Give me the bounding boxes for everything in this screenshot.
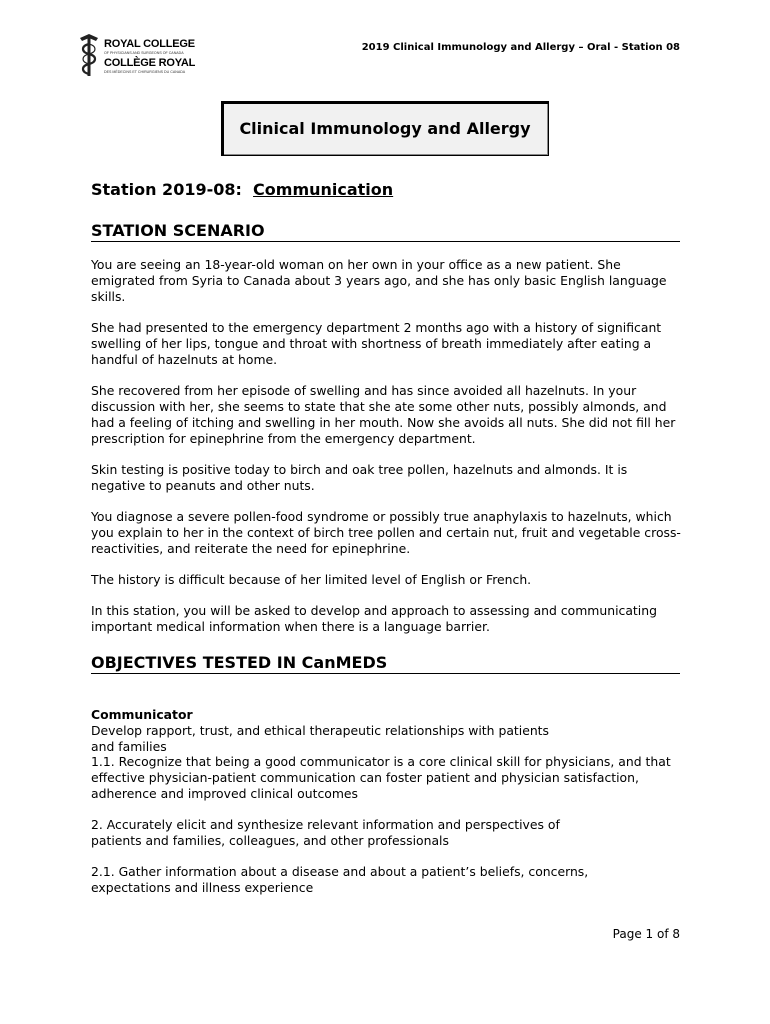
scenario-paragraph-1: You are seeing an 18-year-old woman on her own in your office as a new patient. She emigrated from Syria to Canada about 3 years ago, and she has only basic English language skills. [91,257,667,304]
caduceus-icon [78,32,100,78]
running-header: 2019 Clinical Immunology and Allergy – Oral - Station 08 [361,42,680,53]
document-title-box: Clinical Immunology and Allergy [221,101,549,156]
scenario-paragraph-6: The history is difficult because of her limited level of English or French. [91,572,532,587]
logo-subline-fr: DES MÉDECINS ET CHIRURGIENS DU CANADA [104,70,186,74]
station-prefix: Station 2019-08: [91,180,242,199]
scenario-paragraph-2: She had presented to the emergency department 2 months ago with a history of significant swelling of her lips, tongue and throat with shortness of breath immediately after eating a handful of hazelnuts at home. [91,320,662,367]
objective-item-2-1: 2.1. Gather information about a disease and about a patient’s beliefs, concerns, expectations and illness experience [91,864,589,895]
logo-line-fr: COLLÈGE ROYAL [104,57,196,69]
objective-item-2: 2. Accurately elicit and synthesize relevant information and perspectives of patients and families, colleagues, and other professionals [91,817,560,848]
scenario-paragraph-7: In this station, you will be asked to develop and approach to assessing and communicating important medical information when there is a language barrier. [91,603,657,634]
objective-item-1-1: 1.1. Recognize that being a good communicator is a core clinical skill for physicians, and that effective physician-patient communication can foster patient and physician satisfaction, adherence and improved clinical outcomes [91,754,671,801]
role-description: Develop rapport, trust, and ethical therapeutic relationships with patients and families [91,723,549,754]
role-title: Communicator [91,707,193,722]
page-number: Page 1 of 8 [612,927,680,941]
logo-line-en: ROYAL COLLEGE [104,38,195,50]
station-name: Communication [253,180,394,199]
scenario-heading: STATION SCENARIO [91,222,680,242]
objective-role [91,707,571,755]
logo-subline-en: OF PHYSICIANS AND SURGEONS OF CANADA [104,51,184,55]
station-heading [91,180,393,199]
royal-college-logo [78,32,208,78]
objectives-heading: OBJECTIVES TESTED IN CanMEDS [91,654,680,674]
scenario-paragraph-5: You diagnose a severe pollen-food syndrome or possibly true anaphylaxis to hazelnuts, which you explain to her in the context of birch tree pollen and certain nut, fruit and vegetable cross-reactivities, and reiterate the need for epinephrine. [91,509,681,556]
scenario-paragraph-3: She recovered from her episode of swelling and has since avoided all hazelnuts. In your discussion with her, she seems to state that she ate some other nuts, possibly almonds, and had a feeling of itching and swelling in her mouth. Now she avoids all nuts. She did not fill her prescription for epinephrine from the emergency department. [91,383,676,446]
scenario-paragraph-4: Skin testing is positive today to birch and oak tree pollen, hazelnuts and almonds. It is negative to peanuts and other nuts. [91,462,628,493]
